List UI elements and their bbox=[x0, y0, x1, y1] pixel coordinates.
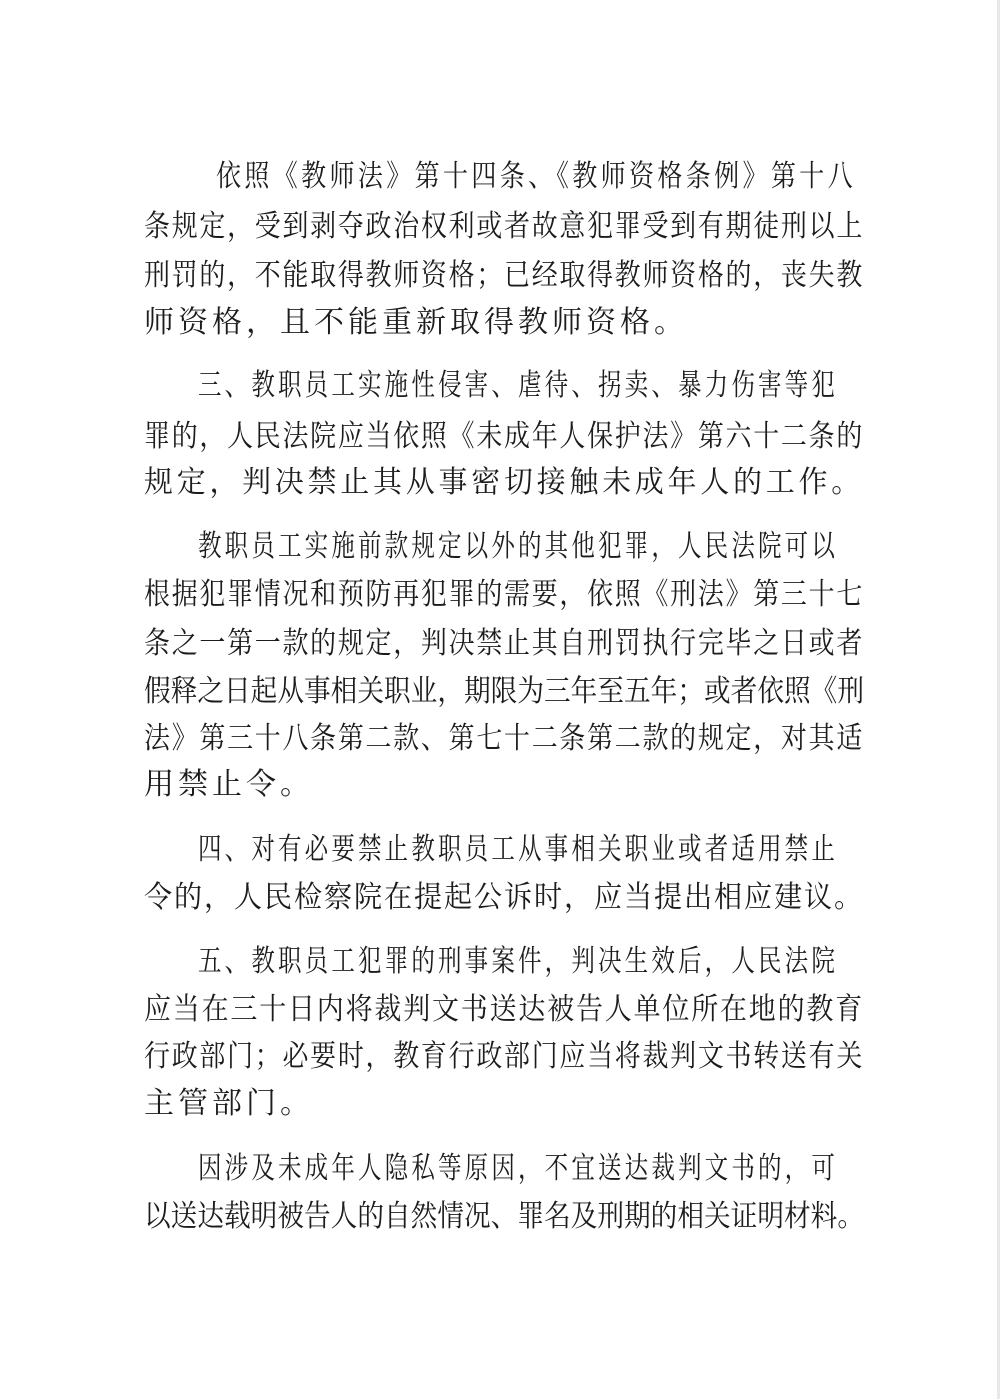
text-line: 教职员工实施前款规定以外的其他犯罪，人民法院可以 bbox=[198, 529, 838, 564]
text-line: 根据犯罪情况和预防再犯罪的需要，依照《刑法》第三十七 bbox=[144, 577, 865, 612]
text-line: 用禁止令。 bbox=[144, 767, 314, 802]
text-line: 四、对有必要禁止教职员工从事相关职业或者适用禁止 bbox=[198, 832, 838, 867]
text-line: 罪的，人民法院应当依照《未成年人保护法》第六十二条的 bbox=[144, 419, 865, 454]
text-line: 以送达载明被告人的自然情况、罪名及刑期的相关证明材料。 bbox=[144, 1199, 865, 1234]
text-line: 令的，人民检察院在提起公诉时，应当提出相应建议。 bbox=[144, 880, 864, 915]
text-line: 规定，判决禁止其从事密切接触未成年人的工作。 bbox=[144, 465, 865, 500]
text-line: 刑罚的，不能取得教师资格；已经取得教师资格的，丧失教 bbox=[144, 258, 865, 293]
text-line: 法》第三十八条第二款、第七十二条第二款的规定，对其适 bbox=[144, 721, 865, 756]
text-line: 主管部门。 bbox=[144, 1086, 314, 1121]
text-line: 应当在三十日内将裁判文书送达被告人单位所在地的教育 bbox=[144, 992, 864, 1027]
text-line: 师资格，且不能重新取得教师资格。 bbox=[144, 305, 688, 340]
text-line: 三、教职员工实施性侵害、虐待、拐卖、暴力伤害等犯 bbox=[198, 368, 838, 403]
text-line: 五、教职员工犯罪的刑事案件，判决生效后，人民法院 bbox=[198, 944, 838, 979]
text-line: 依照《教师法》第十四条、《教师资格条例》第十八 bbox=[216, 159, 856, 194]
text-line: 因涉及未成年人隐私等原因，不宜送达裁判文书的，可 bbox=[198, 1151, 838, 1186]
text-line: 条之一第一款的规定，判决禁止其自刑罚执行完毕之日或者 bbox=[144, 626, 865, 661]
text-line: 假释之日起从事相关职业，期限为三年至五年；或者依照《刑 bbox=[144, 674, 865, 709]
text-line: 条规定，受到剥夺政治权利或者故意犯罪受到有期徒刑以上 bbox=[144, 209, 865, 244]
text-line: 行政部门；必要时，教育行政部门应当将裁判文书转送有关 bbox=[144, 1039, 865, 1074]
